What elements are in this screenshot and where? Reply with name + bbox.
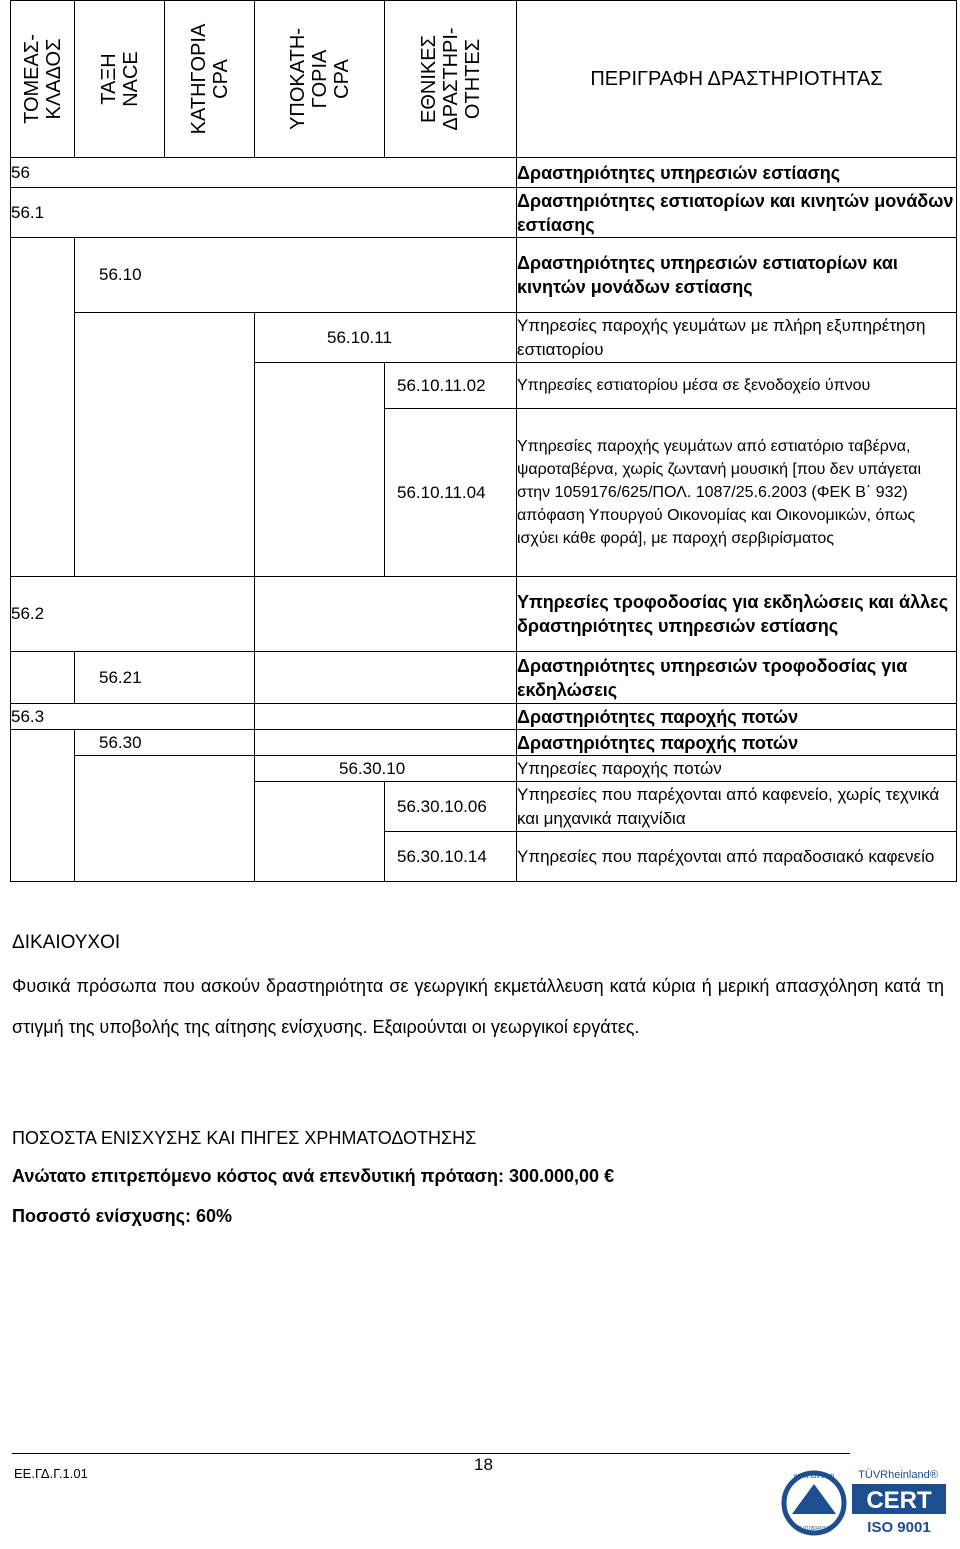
beneficiaries-text: Φυσικά πρόσωπα που ασκούν δραστηριότητα σε γεωργική εκμετάλλευση κατά κύρια ή μερική απασχόληση κατά τη στιγμή της υποβολής της αίτησης ενίσχυσης. Εξαιρούνται οι γεωργικοί εργάτες. (12, 976, 944, 1037)
row-spacer (255, 730, 517, 756)
row-code: 56.30.10 (255, 756, 517, 782)
header-sector: ΤΟΜΕΑΣ- ΚΛΑΔΟΣ (11, 1, 75, 158)
row-description: Δραστηριότητες παροχής ποτών (517, 704, 957, 730)
table-row (11, 756, 957, 782)
class-spacer (75, 756, 255, 882)
max-cost-line: Ανώτατο επιτρεπόμενο κόστος ανά επενδυτική πρόταση: 300.000,00 € (12, 1166, 615, 1186)
row-description: Υπηρεσίες παροχής γευμάτων από εστιατόριο ταβέρνα, ψαροταβέρνα, χωρίς ζωντανή μουσική [που δεν υπάγεται στην 1059176/625/ΠΟΛ. 1087/25.6.2003 (ΦΕΚ Β΄ 932) απόφαση Υπουργού Οικονομίας και Οικονομικών, όπως ισχύει κάθε φορά], με παροχή σερβιρίσματος (517, 409, 957, 577)
sector-spacer (11, 238, 75, 577)
tuv-cert-logo (780, 1462, 952, 1544)
sector-spacer (11, 652, 75, 704)
row-description: Υπηρεσίες τροφοδοσίας για εκδηλώσεις και άλλες δραστηριότητες υπηρεσιών εστίασης (517, 577, 957, 652)
logo-iso-text: ISO 9001 (867, 1519, 931, 1536)
row-code: 56.30 (75, 730, 255, 756)
logo-site-text: www.tuv.com (793, 1473, 835, 1480)
row-code: 56.30.10.06 (385, 782, 517, 832)
table-row (11, 577, 957, 652)
beneficiaries-heading: ΔΙΚΑΙΟΥΧΟΙ (12, 932, 121, 953)
row-spacer (255, 652, 517, 704)
logo-cert-text: CERT (866, 1487, 932, 1514)
nace-table (10, 0, 957, 882)
table-row (11, 158, 957, 188)
aid-rate-line: Ποσοστό ενίσχυσης: 60% (12, 1206, 233, 1226)
logo-id-text: ID 9105049340 (796, 1526, 832, 1532)
row-description: Υπηρεσίες παροχής γευμάτων με πλήρη εξυπηρέτηση εστιατορίου (517, 313, 957, 363)
row-description: Δραστηριότητες υπηρεσιών εστίασης (517, 158, 957, 188)
subcategory-spacer (255, 782, 385, 882)
row-description: Δραστηριότητες παροχής ποτών (517, 730, 957, 756)
row-code: 56 (11, 158, 517, 188)
row-code: 56.2 (11, 577, 255, 652)
header-category: ΚΑΤΗΓΟΡΙΑ CPA (165, 1, 255, 158)
table-row (11, 652, 957, 704)
logo-brand-text: TÜVRheinland® (858, 1469, 938, 1481)
header-national: ΕΘΝΙΚΕΣ ΔΡΑΣΤΗΡΙ- ΟΤΗΤΕΣ (385, 1, 517, 158)
row-code: 56.10.11.02 (385, 363, 517, 409)
row-code: 56.10.11 (255, 313, 517, 363)
table-row (11, 704, 957, 730)
header-description: ΠΕΡΙΓΡΑΦΗ ΔΡΑΣΤΗΡΙΟΤΗΤΑΣ (517, 1, 957, 158)
document-code: ΕΕ.ΓΔ.Γ.1.01 (14, 1466, 88, 1481)
sector-spacer (11, 730, 75, 882)
row-description: Δραστηριότητες υπηρεσιών τροφοδοσίας για εκδηλώσεις (517, 652, 957, 704)
row-spacer (255, 704, 517, 730)
table-header-row (11, 1, 957, 158)
table-row (11, 730, 957, 756)
row-code: 56.30.10.14 (385, 832, 517, 882)
subcategory-spacer (255, 363, 385, 577)
row-code: 56.10 (75, 238, 517, 313)
row-description: Υπηρεσίες εστιατορίου μέσα σε ξενοδοχείο ύπνου (517, 363, 957, 409)
row-description: Δραστηριότητες εστιατορίων και κινητών μονάδων εστίασης (517, 188, 957, 238)
funding-heading: ΠΟΣΟΣΤΑ ΕΝΙΣΧΥΣΗΣ ΚΑΙ ΠΗΓΕΣ ΧΡΗΜΑΤΟΔΟΤΗΣΗΣ (12, 1128, 477, 1148)
row-code: 56.3 (11, 704, 255, 730)
row-code: 56.1 (11, 188, 517, 238)
row-description: Δραστηριότητες υπηρεσιών εστιατορίων και κινητών μονάδων εστίασης (517, 238, 957, 313)
row-spacer (255, 577, 517, 652)
footer-divider (12, 1453, 850, 1454)
row-code: 56.10.11.04 (385, 409, 517, 577)
table-row (11, 188, 957, 238)
page-number: 18 (474, 1455, 493, 1474)
header-class: ΤΑΞΗ NACE (75, 1, 165, 158)
table-row (11, 238, 957, 313)
row-description: Υπηρεσίες παροχής ποτών (517, 756, 957, 782)
row-description: Υπηρεσίες που παρέχονται από καφενείο, χωρίς τεχνικά και μηχανικά παιχνίδια (517, 782, 957, 832)
row-description: Υπηρεσίες που παρέχονται από παραδοσιακό καφενείο (517, 832, 957, 882)
header-subcategory: ΥΠΟΚΑΤΗ- ΓΟΡΙΑ CPA (255, 1, 385, 158)
table-row (11, 313, 957, 363)
class-spacer (75, 313, 255, 577)
row-code: 56.21 (75, 652, 255, 704)
